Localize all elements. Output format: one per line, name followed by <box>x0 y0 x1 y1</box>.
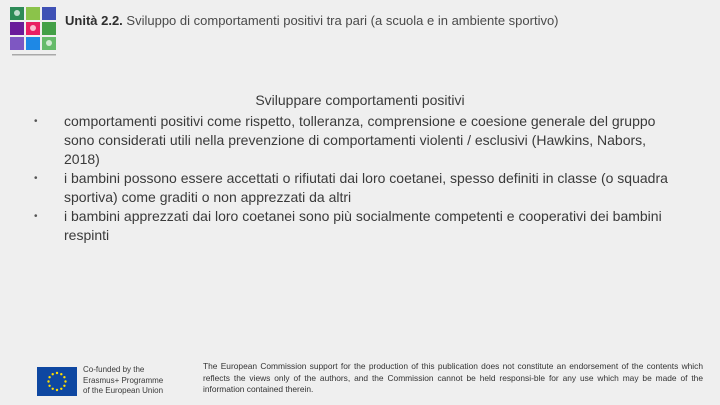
eu-text-line: Erasmus+ Programme <box>83 375 164 385</box>
eu-flag-icon <box>37 367 77 396</box>
project-logo-icon <box>10 7 58 57</box>
bullet-text: i bambini possono essere accettati o rifiutati dai loro coetanei, spesso definiti in classe (o squadra sportiva) come graditi o non apprezzati da altri <box>64 170 668 205</box>
list-item <box>30 169 670 207</box>
eu-text-line: Co-funded by the <box>83 365 145 374</box>
list-item <box>30 207 670 245</box>
bullet-list <box>30 112 670 245</box>
content-title: Sviluppare comportamenti positivi <box>255 92 465 108</box>
unit-label: Unità 2.2. <box>65 13 123 28</box>
bullet-icon: • <box>34 173 38 184</box>
eu-cofunded-text <box>83 365 193 397</box>
bullet-text: i bambini apprezzati dai loro coetanei sono più socialmente competenti e cooperativi dei bambini respinti <box>64 208 662 243</box>
bullet-icon: • <box>34 116 38 127</box>
page-header <box>65 13 705 29</box>
logo-caption-icon <box>10 53 58 57</box>
disclaimer-text: The European Commission support for the production of this publication does not constitute an endorsement of the contents which reflects the views only of the authors, and the Commission cannot be held responsi-ble for any use which may be made of the information contained therein. <box>203 361 703 394</box>
list-item <box>30 112 670 169</box>
logo-grid-icon <box>10 7 58 51</box>
bullet-text: comportamenti positivi come rispetto, tolleranza, comprensione e coesione generale del gruppo sono considerati utili nella prevenzione di comportamenti violenti / esclusivi (Hawkins, Nabors, 2018) <box>64 113 656 167</box>
unit-subtitle: Sviluppo di comportamenti positivi tra pari (a scuola e in ambiente sportivo) <box>126 13 559 28</box>
eu-text-line: of the European Union <box>83 386 164 395</box>
bullet-icon: • <box>34 211 38 222</box>
